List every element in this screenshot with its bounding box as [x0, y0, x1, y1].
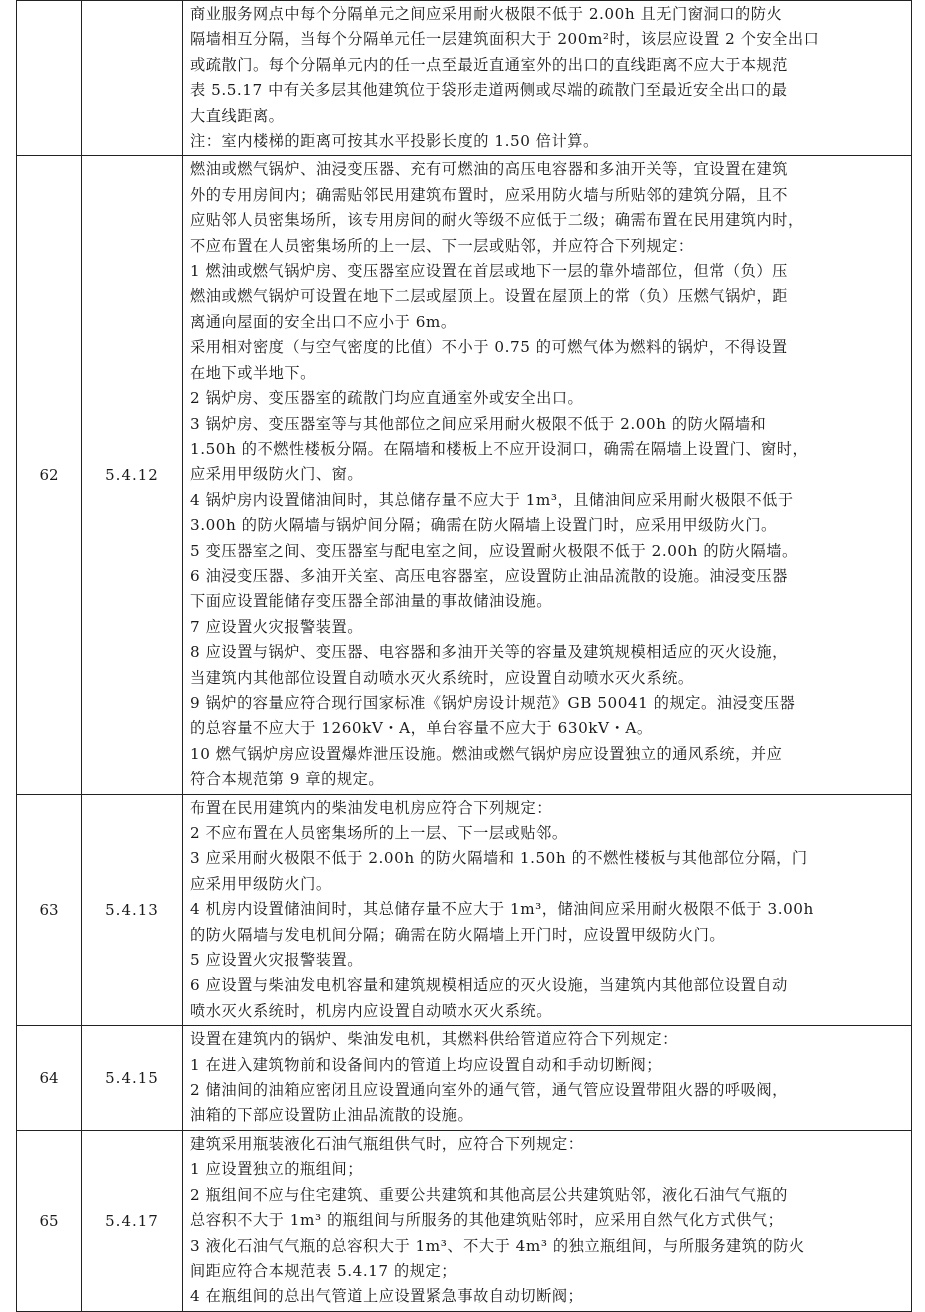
- content-line: 当建筑内其他部位设置自动喷水灭火系统时，应设置自动喷水灭火系统。: [190, 668, 694, 687]
- clause-number: [82, 1, 183, 156]
- content-line: 离通向屋面的安全出口不应小于 6m。: [190, 312, 457, 331]
- clause-content: [183, 794, 912, 1026]
- content-line: 布置在民用建筑内的柴油发电机房应符合下列规定：: [190, 798, 552, 817]
- content-line: 隔墙相互分隔，当每个分隔单元任一层建筑面积大于 200m²时，该层应设置 2 个安全出口: [190, 30, 820, 49]
- content-line: 2 锅炉房、变压器室的疏散门均应直通室外或安全出口。: [190, 389, 584, 408]
- table-row: [17, 794, 912, 1026]
- content-line: 油箱的下部应设置防止油品流散的设施。: [190, 1106, 474, 1125]
- item-number: [17, 1, 82, 156]
- clause-content: [183, 1, 912, 156]
- content-line: 外的专用房间内；确需贴邻民用建筑布置时，应采用防火墙与所贴邻的建筑分隔，且不: [190, 185, 789, 204]
- content-line: 采用相对密度（与空气密度的比值）不小于 0.75 的可燃气体为燃料的锅炉，不得设置: [190, 338, 788, 357]
- content-line: 商业服务网点中每个分隔单元之间应采用耐火极限不低于 2.00h 且无门窗洞口的防火: [190, 5, 783, 23]
- content-line: 3 应采用耐火极限不低于 2.00h 的防火隔墙和 1.50h 的不燃性楼板与其他部位分隔，门: [190, 849, 808, 868]
- content-line: 喷水灭火系统时，机房内应设置自动喷水灭火系统。: [190, 1001, 552, 1020]
- clause-number: 5.4.13: [82, 794, 183, 1026]
- content-line: 3 锅炉房、变压器室等与其他部位之间应采用耐火极限不低于 2.00h 的防火隔墙和: [190, 414, 767, 433]
- content-line: 6 油浸变压器、多油开关室、高压电容器室，应设置防止油品流散的设施。油浸变压器: [190, 566, 788, 585]
- clause-number: 5.4.15: [82, 1026, 183, 1131]
- content-line: 1.50h 的不燃性楼板分隔。在隔墙和楼板上不应开设洞口，确需在隔墙上设置门、窗时，: [190, 439, 809, 458]
- clause-content: [183, 156, 912, 794]
- content-line: 3 液化石油气气瓶的总容积大于 1m³、不大于 4m³ 的独立瓶组间，与所服务建筑的防火: [190, 1236, 805, 1255]
- content-line: 符合本规范第 9 章的规定。: [190, 770, 385, 789]
- clause-content: [183, 1130, 912, 1311]
- content-line: 4 机房内设置储油间时，其总储存量不应大于 1m³，储油间应采用耐火极限不低于 3.00h: [190, 900, 814, 919]
- content-line: 3.00h 的防火隔墙与锅炉间分隔；确需在防火隔墙上设置门时，应采用甲级防火门。: [190, 516, 777, 535]
- content-line: 表 5.5.17 中有关多层其他建筑位于袋形走道两侧或尽端的疏散门至最近安全出口的最: [190, 81, 788, 100]
- content-line: 建筑采用瓶装液化石油气瓶组供气时，应符合下列规定：: [190, 1134, 584, 1153]
- content-line: 1 应设置独立的瓶组间；: [190, 1160, 363, 1179]
- content-line: 或疏散门。每个分隔单元内的任一点至最近直通室外的出口的直线距离不应大于本规范: [190, 55, 789, 74]
- content-line: 4 锅炉房内设置储油间时，其总储存量不应大于 1m³，且储油间应采用耐火极限不低于: [190, 490, 794, 509]
- content-line: 8 应设置与锅炉、变压器、电容器和多油开关等的容量及建筑规模相适应的灭火设施，: [190, 643, 788, 662]
- content-line: 设置在建筑内的锅炉、柴油发电机，其燃料供给管道应符合下列规定：: [190, 1030, 678, 1049]
- table-row: [17, 1, 912, 156]
- content-line: 的总容量不应大于 1260kV・A，单台容量不应大于 630kV・A。: [190, 719, 653, 738]
- content-line: 应采用甲级防火门。: [190, 874, 332, 893]
- content-line: 9 锅炉的容量应符合现行国家标准《锅炉房设计规范》GB 50041 的规定。油浸变压器: [190, 693, 796, 712]
- content-line: 6 应设置与柴油发电机容量和建筑规模相适应的灭火设施，当建筑内其他部位设置自动: [190, 976, 788, 995]
- content-line: 总容积不大于 1m³ 的瓶组间与所服务的其他建筑贴邻时，应采用自然气化方式供气；: [190, 1211, 784, 1230]
- table-row: [17, 1130, 912, 1311]
- item-number: 64: [17, 1026, 82, 1131]
- content-line: 间距应符合本规范表 5.4.17 的规定；: [190, 1261, 457, 1280]
- item-number: 65: [17, 1130, 82, 1311]
- content-line: 注：室内楼梯的距离可按其水平投影长度的 1.50 倍计算。: [190, 132, 599, 151]
- item-number: 62: [17, 156, 82, 794]
- clause-number: 5.4.12: [82, 156, 183, 794]
- content-line: 1 在进入建筑物前和设备间内的管道上均应设置自动和手动切断阀；: [190, 1055, 662, 1074]
- content-line: 1 燃油或燃气锅炉房、变压器室应设置在首层或地下一层的靠外墙部位，但常（负）压: [190, 262, 788, 281]
- specification-table: [16, 0, 912, 1312]
- clause-number: 5.4.17: [82, 1130, 183, 1311]
- content-line: 的防火隔墙与发电机间分隔；确需在防火隔墙上开门时，应设置甲级防火门。: [190, 925, 726, 944]
- content-line: 燃油或燃气锅炉可设置在地下二层或屋顶上。设置在屋顶上的常（负）压燃气锅炉，距: [190, 287, 789, 306]
- content-line: 应采用甲级防火门、窗。: [190, 465, 364, 484]
- content-line: 2 瓶组间不应与住宅建筑、重要公共建筑和其他高层公共建筑贴邻，液化石油气气瓶的: [190, 1185, 788, 1204]
- content-line: 大直线距离。: [190, 106, 285, 125]
- content-line: 7 应设置火灾报警装置。: [190, 617, 363, 636]
- content-line: 2 储油间的油箱应密闭且应设置通向室外的通气管，通气管应设置带阻火器的呼吸阀，: [190, 1081, 788, 1100]
- content-line: 10 燃气锅炉房应设置爆炸泄压设施。燃油或燃气锅炉房应设置独立的通风系统，并应: [190, 744, 783, 763]
- table-row: [17, 156, 912, 794]
- item-number: 63: [17, 794, 82, 1026]
- content-line: 燃油或燃气锅炉、油浸变压器、充有可燃油的高压电容器和多油开关等，宜设置在建筑: [190, 160, 789, 179]
- content-line: 5 变压器室之间、变压器室与配电室之间，应设置耐火极限不低于 2.00h 的防火隔墙。: [190, 541, 798, 560]
- content-line: 5 应设置火灾报警装置。: [190, 951, 363, 970]
- content-line: 下面应设置能储存变压器全部油量的事故储油设施。: [190, 592, 552, 611]
- clause-content: [183, 1026, 912, 1131]
- content-line: 在地下或半地下。: [190, 363, 316, 382]
- content-line: 2 不应布置在人员密集场所的上一层、下一层或贴邻。: [190, 824, 568, 842]
- content-line: 4 在瓶组间的总出气管道上应设置紧急事故自动切断阀；: [190, 1287, 584, 1306]
- content-line: 不应布置在人员密集场所的上一层、下一层或贴邻，并应符合下列规定：: [190, 236, 694, 255]
- content-line: 应贴邻人员密集场所，该专用房间的耐火等级不应低于二级；确需布置在民用建筑内时，: [190, 211, 804, 230]
- table-row: [17, 1026, 912, 1131]
